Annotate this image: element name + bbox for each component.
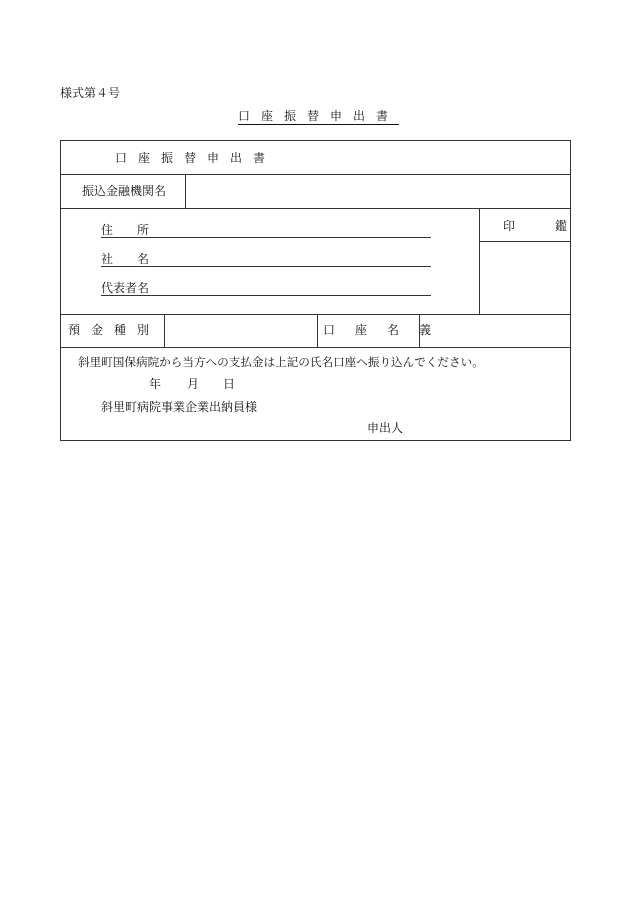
application-form [60,140,582,441]
divider-row-1 [61,174,570,175]
account-holder-left-divider [317,314,318,347]
seal-header-divider [479,241,570,242]
divider-row-2 [61,208,570,209]
company-name-field[interactable] [101,252,431,267]
form-box-title: 口座振替申出書 [115,151,277,165]
divider-row-4 [61,347,570,348]
deposit-type-divider [164,314,165,347]
bank-name-field[interactable] [187,176,567,206]
account-holder-label: 口座名義 [323,323,452,337]
applicant-label: 申出人 [367,421,404,435]
account-holder-field[interactable] [421,316,567,345]
document-title: 口座振替申出書 [238,109,400,123]
seal-divider [479,208,480,314]
form-number: 様式第４号 [60,86,121,100]
representative-field[interactable] [101,281,431,296]
account-holder-divider [419,314,420,347]
company-name-label: 社 名 [101,252,156,266]
address-label: 住 所 [101,223,156,237]
seal-stamp-area[interactable] [481,243,569,313]
bank-divider [185,174,186,208]
date-year-label: 年 [149,377,162,391]
divider-row-3 [61,314,570,315]
address-field[interactable] [101,223,431,238]
deposit-type-label: 預金種別 [68,323,161,337]
bank-name-label: 振込金融機関名 [82,184,167,198]
deposit-type-field[interactable] [166,316,316,345]
date-day-label: 日 [223,377,236,391]
representative-label: 代表者名 [101,281,150,295]
transfer-statement: 斜里町国保病院から当方への支払金は上記の氏名口座へ振り込んでください。 [78,355,484,369]
seal-label: 印 鑑 [503,219,582,233]
addressee: 斜里町病院事業企業出納員様 [101,400,258,414]
date-month-label: 月 [187,377,200,391]
